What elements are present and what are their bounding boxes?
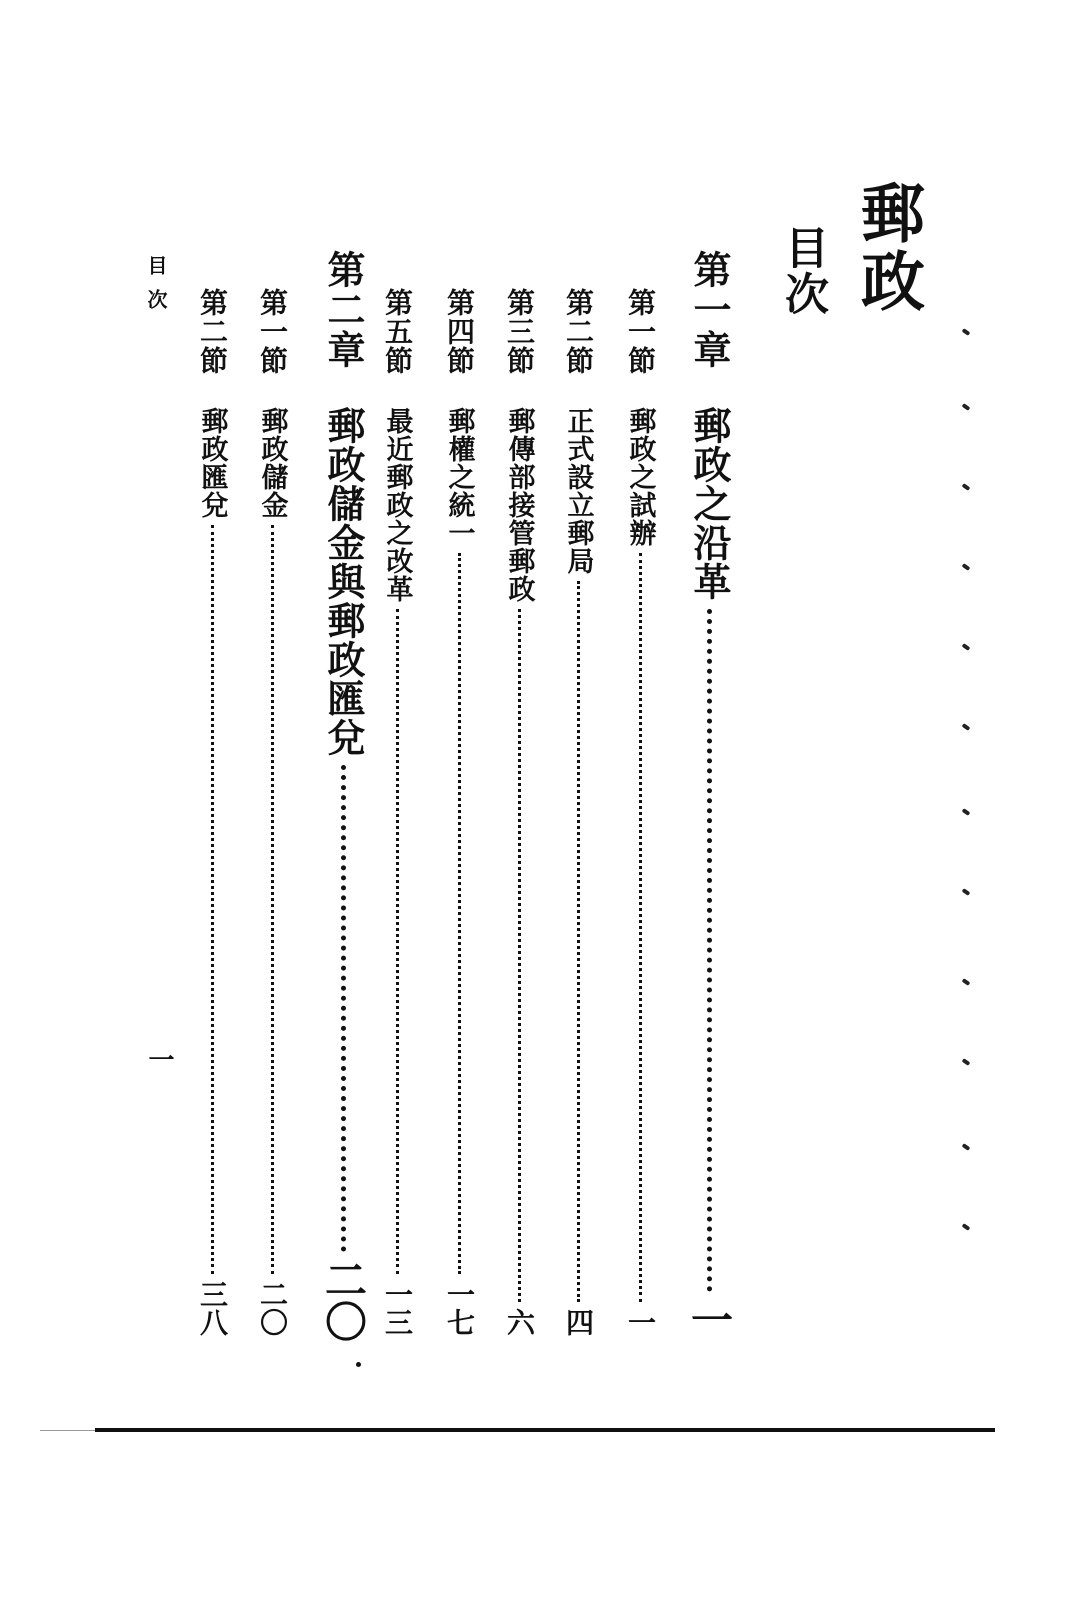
binding-mark — [962, 563, 971, 571]
dot-leader — [707, 609, 712, 1292]
entry-label: 第一節 — [624, 288, 657, 375]
toc-entry-section — [562, 288, 595, 1336]
dot-leader — [458, 553, 461, 1274]
entry-label: 第三節 — [503, 288, 536, 375]
entry-label: 第二節 — [196, 288, 229, 375]
toc-entry-section — [196, 288, 229, 1336]
entry-title: 郵傳部接管郵政 — [503, 407, 535, 603]
binding-mark — [962, 1143, 971, 1151]
toc-entry-section — [443, 288, 476, 1336]
entry-title: 郵政儲金 — [256, 407, 288, 519]
entry-label: 第一節 — [256, 288, 289, 375]
toc-entry-section — [624, 288, 657, 1336]
entry-page-number: 一三 — [381, 1280, 414, 1336]
entry-label: 第二章 — [321, 250, 366, 370]
entry-label: 第四節 — [443, 288, 476, 375]
book-title: 郵政 — [850, 180, 925, 316]
binding-mark — [962, 1223, 971, 1231]
toc-entry-section — [256, 288, 289, 1336]
entry-page-number: 四 — [562, 1308, 595, 1336]
entry-title: 郵政儲金與郵政匯兌 — [321, 406, 366, 757]
dot-leader — [341, 765, 346, 1252]
dot-leader — [639, 553, 642, 1302]
binding-mark — [962, 888, 971, 896]
dot-leader — [396, 609, 399, 1274]
toc-entry-section — [503, 288, 536, 1336]
binding-mark — [962, 1058, 971, 1066]
entry-title: 郵權之統一 — [443, 407, 475, 547]
entry-title: 正式設立郵局 — [562, 407, 594, 575]
binding-mark — [962, 723, 971, 731]
binding-mark — [962, 808, 971, 816]
binding-mark — [962, 328, 971, 336]
dot-leader — [577, 581, 580, 1302]
folio-page-number: 一 — [144, 1046, 174, 1072]
entry-page-number: 一七 — [443, 1280, 476, 1336]
stray-dot — [356, 1362, 361, 1367]
binding-mark — [962, 643, 971, 651]
dot-leader — [211, 525, 214, 1274]
entry-page-number: 三八 — [196, 1280, 229, 1336]
bottom-rule — [95, 1428, 995, 1432]
running-head: 目次 — [144, 255, 168, 323]
entry-title: 最近郵政之改革 — [381, 407, 413, 603]
entry-label: 第五節 — [381, 288, 414, 375]
entry-page-number: 六 — [503, 1308, 536, 1336]
entry-page-number: 一 — [685, 1298, 734, 1340]
entry-title: 郵政之試辦 — [624, 407, 656, 547]
entry-label: 第一章 — [687, 250, 732, 370]
toc-entry-section — [381, 288, 414, 1336]
binding-mark — [962, 403, 971, 411]
entry-page-number: 一 — [624, 1308, 657, 1336]
binding-marks — [950, 320, 990, 1260]
entry-title: 郵政之沿革 — [687, 406, 732, 601]
entry-label: 第二節 — [562, 288, 595, 375]
entry-title: 郵政匯兌 — [196, 407, 228, 519]
toc-entry-chapter-2 — [319, 250, 368, 1342]
bottom-rule-faint — [40, 1430, 95, 1431]
dot-leader — [518, 609, 521, 1302]
entry-page-number: 二〇 — [256, 1280, 289, 1336]
binding-mark — [962, 978, 971, 986]
toc-heading: 目次 — [777, 225, 828, 317]
toc-entry-chapter-1 — [685, 250, 734, 1340]
binding-mark — [962, 483, 971, 491]
entry-page-number: 二〇 — [319, 1258, 368, 1342]
dot-leader — [271, 525, 274, 1274]
